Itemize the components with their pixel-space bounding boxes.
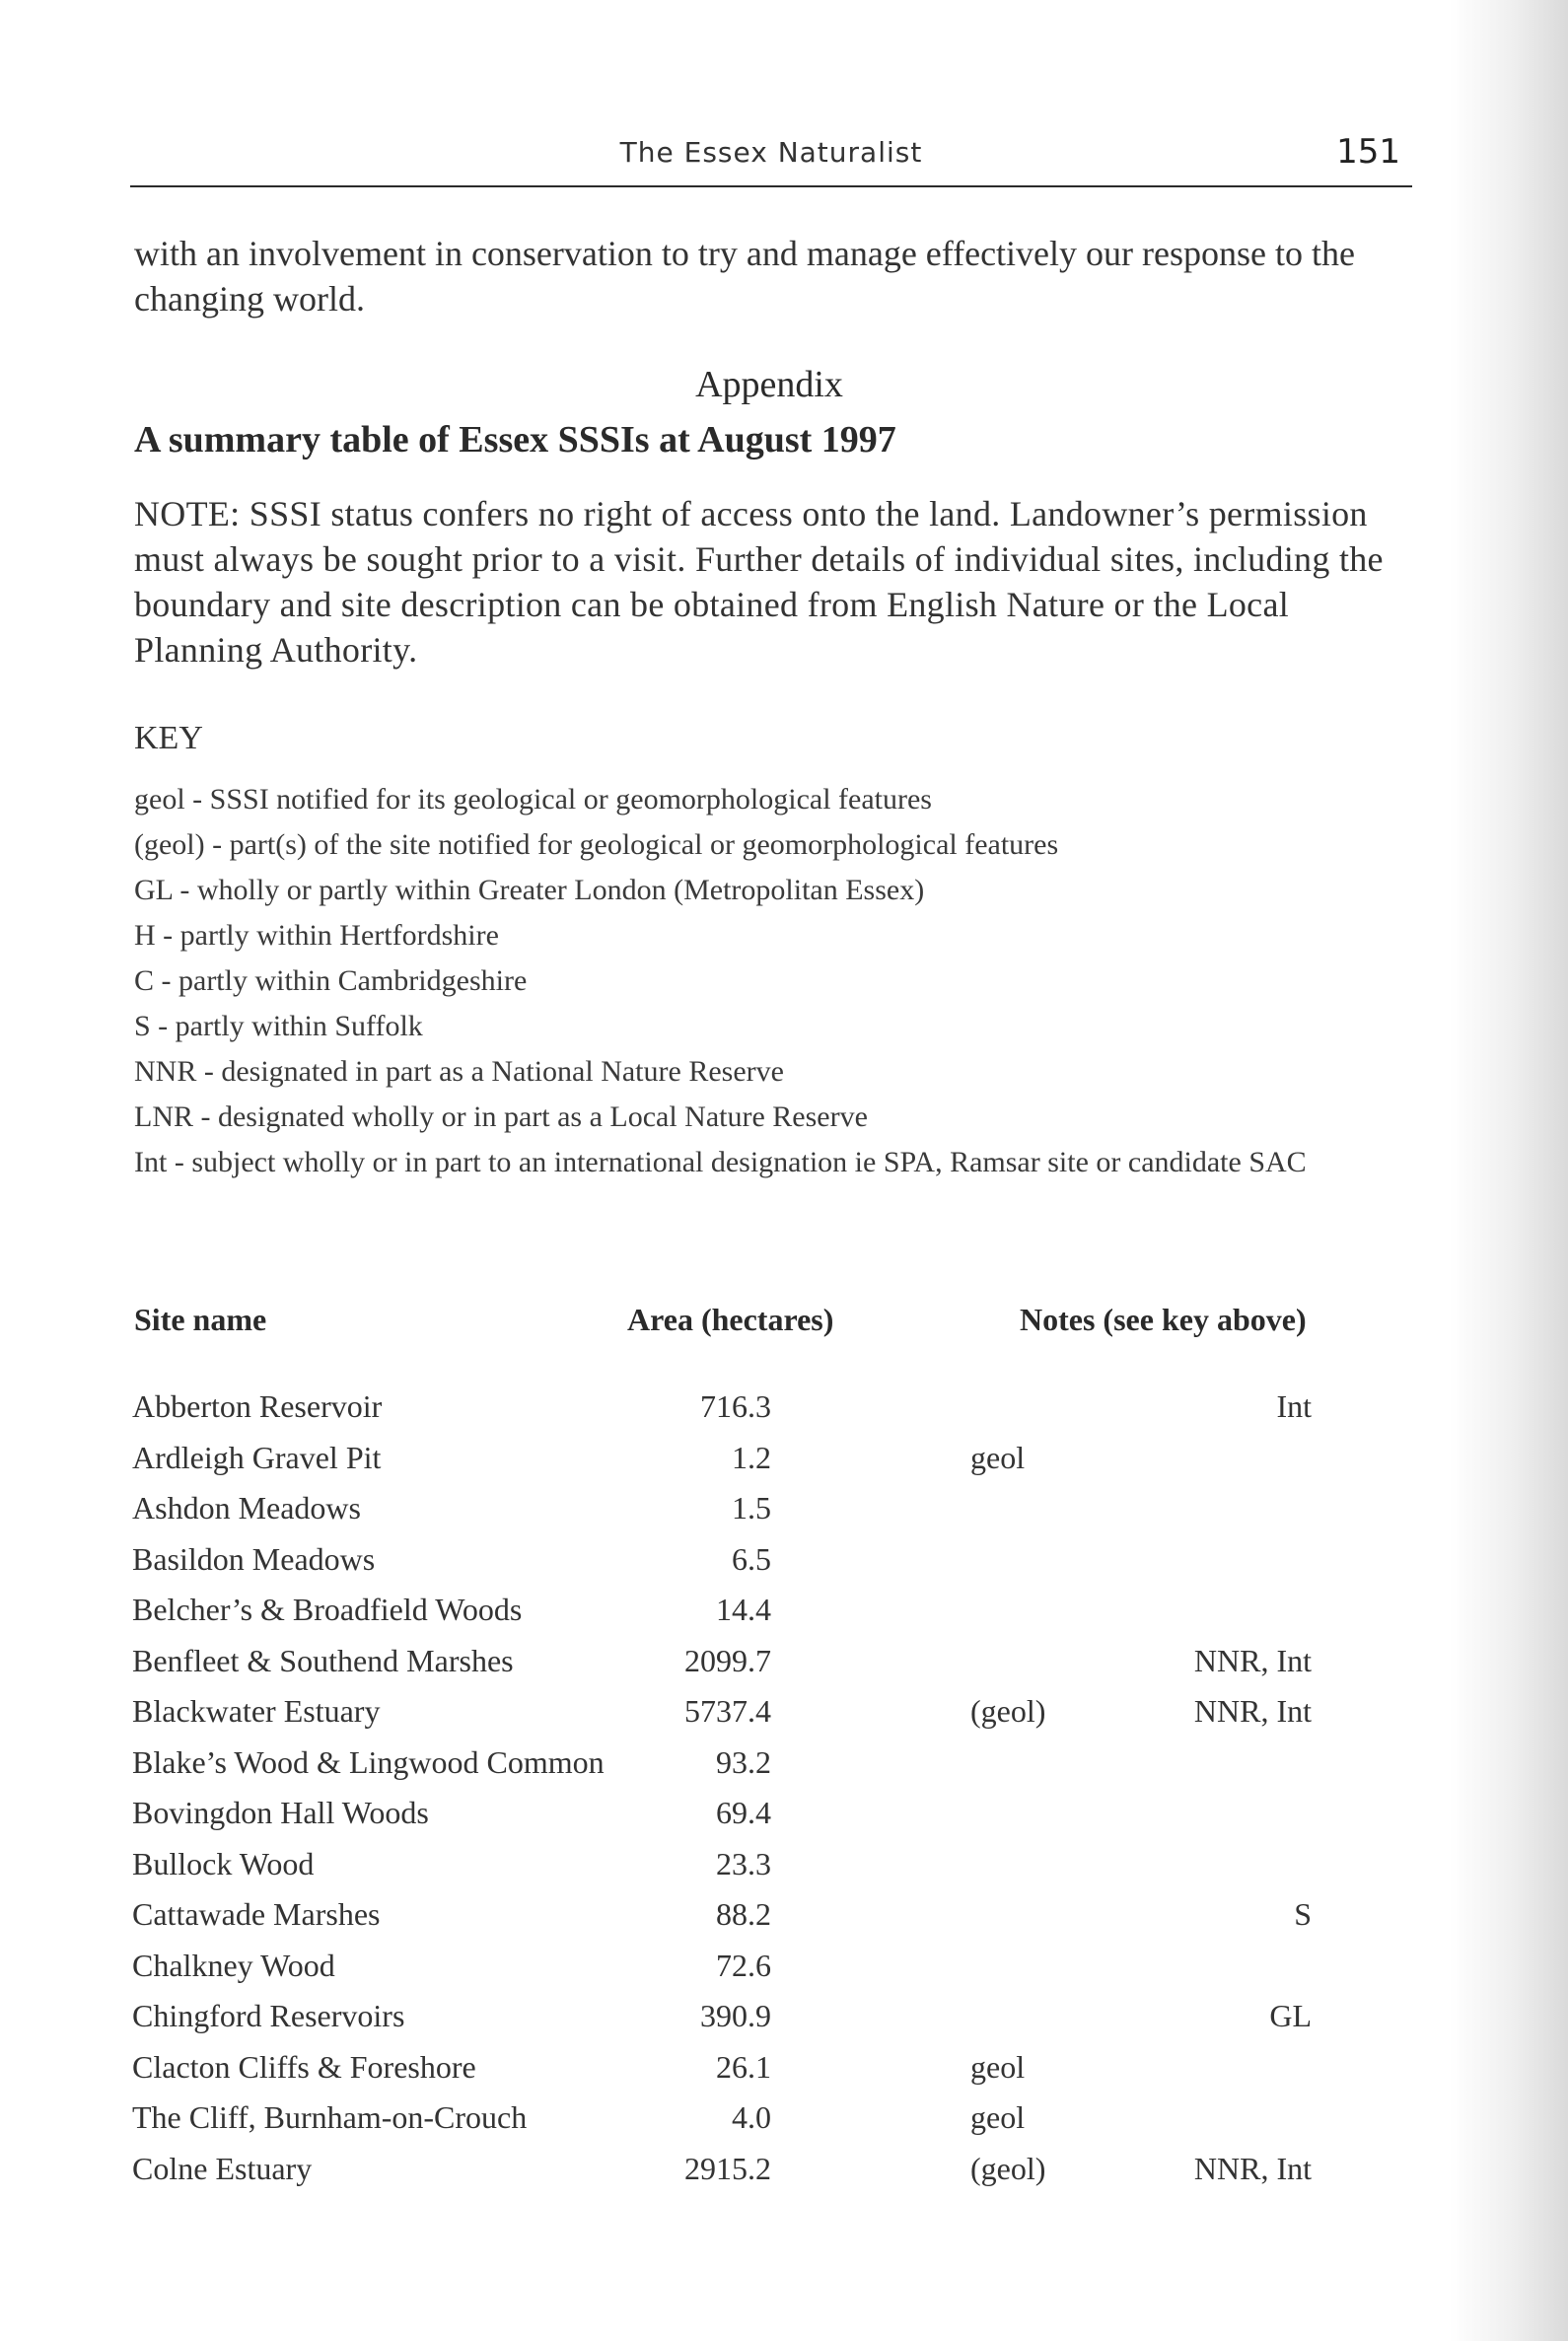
area-cell: 1.2 [732,1439,771,1475]
key-item: LNR - designated wholly or in part as a Local Nature Reserve [134,1100,868,1133]
key-item: S - partly within Suffolk [134,1010,423,1042]
key-item: (geol) - part(s) of the site notified for geological or geomorphological features [134,828,1059,861]
area-cell: 88.2 [716,1896,771,1932]
appendix-heading: Appendix [695,364,843,405]
area-cell: 23.3 [716,1845,771,1881]
designation-note-cell: NNR, Int [1193,1642,1312,1678]
site-name-cell: Blake’s Wood & Lingwood Common [132,1743,605,1780]
geol-note-cell: geol [970,1439,1026,1475]
site-name-cell: Ashdon Meadows [132,1490,361,1525]
designation-note-cell: NNR, Int [1193,2150,1312,2186]
column-header-site-name: Site name [134,1302,267,1337]
page-number: 151 [1336,132,1400,172]
site-name-cell: Chingford Reservoirs [132,1998,405,2033]
area-cell: 4.0 [732,2099,771,2135]
table-row [0,1689,1538,1740]
table-row [0,1892,1538,1944]
table-row [0,1588,1538,1639]
area-cell: 1.5 [732,1490,771,1525]
key-item: geol - SSSI notified for its geological or geomorphological features [134,783,932,816]
site-name-cell: Colne Estuary [132,2150,313,2186]
table-row [0,1740,1538,1792]
key-item: C - partly within Cambridgeshire [134,964,528,997]
area-cell: 14.4 [716,1592,771,1627]
area-cell: 5737.4 [684,1693,771,1729]
site-name-cell: Benfleet & Southend Marshes [132,1642,514,1678]
site-name-cell: Cattawade Marshes [132,1896,381,1932]
table-row [0,1994,1538,2045]
site-name-cell: Blackwater Estuary [132,1693,381,1729]
designation-note-cell: S [1294,1896,1312,1932]
key-list [134,777,1337,1185]
site-name-cell: Chalkney Wood [132,1947,335,1983]
running-title: The Essex Naturalist [619,136,923,169]
area-cell: 2915.2 [684,2150,771,2186]
geol-note-cell: geol [970,2048,1026,2085]
site-name-cell: Clacton Cliffs & Foreshore [132,2048,476,2085]
table-row [0,1384,1538,1436]
key-item: H - partly within Hertfordshire [134,919,499,952]
site-name-cell: Bullock Wood [132,1845,315,1881]
site-name-cell: Ardleigh Gravel Pit [132,1439,382,1475]
area-cell: 26.1 [716,2048,771,2085]
column-header-area: Area (hectares) [627,1302,834,1337]
area-cell: 72.6 [716,1947,771,1983]
column-header-notes: Notes (see key above) [1020,1302,1307,1337]
intro-paragraph: with an involvement in conservation to try and manage effectively our response to the changing world. [134,234,1355,319]
table-row [0,2095,1538,2147]
access-note: NOTE: SSSI status confers no right of access onto the land. Landowner’s permission must always be sought prior to a visit. Further details of individual sites, including the boundary and site description can be obtained from English Nature or the Local Planning Authority. [134,494,1384,670]
page-header [130,130,1412,187]
geol-note-cell: geol [970,2099,1026,2135]
site-name-cell: Abberton Reservoir [132,1388,383,1424]
key-heading: KEY [134,720,203,756]
site-name-cell: Belcher’s & Broadfield Woods [132,1592,523,1627]
table-row [0,1436,1538,1487]
area-cell: 2099.7 [684,1642,771,1678]
table-row [0,1486,1538,1537]
table-row [0,1639,1538,1690]
geol-note-cell: (geol) [970,2150,1046,2186]
table-row [0,2147,1538,2198]
table-row [0,1791,1538,1842]
site-name-cell: Basildon Meadows [132,1540,376,1577]
key-item: NNR - designated in part as a National Nature Reserve [134,1055,784,1088]
table-row [0,1944,1538,1995]
geol-note-cell: (geol) [970,1693,1046,1729]
table-row [0,1842,1538,1893]
designation-note-cell: GL [1269,1998,1312,2033]
key-item: Int - subject wholly or in part to an international designation ie SPA, Ramsar site or candidate SAC [134,1146,1307,1178]
area-cell: 716.3 [700,1388,771,1424]
site-name-cell: Bovingdon Hall Woods [132,1795,429,1830]
key-item: GL - wholly or partly within Greater London (Metropolitan Essex) [134,874,925,906]
area-cell: 390.9 [700,1998,771,2033]
site-name-cell: The Cliff, Burnham-on-Crouch [132,2099,528,2135]
table-row [0,1537,1538,1589]
table-title: A summary table of Essex SSSIs at August 1997 [134,419,896,461]
area-cell: 69.4 [716,1795,771,1830]
sssi-table [0,1384,1538,2197]
area-cell: 6.5 [732,1540,771,1577]
table-row [0,2045,1538,2096]
designation-note-cell: Int [1276,1388,1312,1424]
area-cell: 93.2 [716,1743,771,1780]
designation-note-cell: NNR, Int [1193,1693,1312,1729]
